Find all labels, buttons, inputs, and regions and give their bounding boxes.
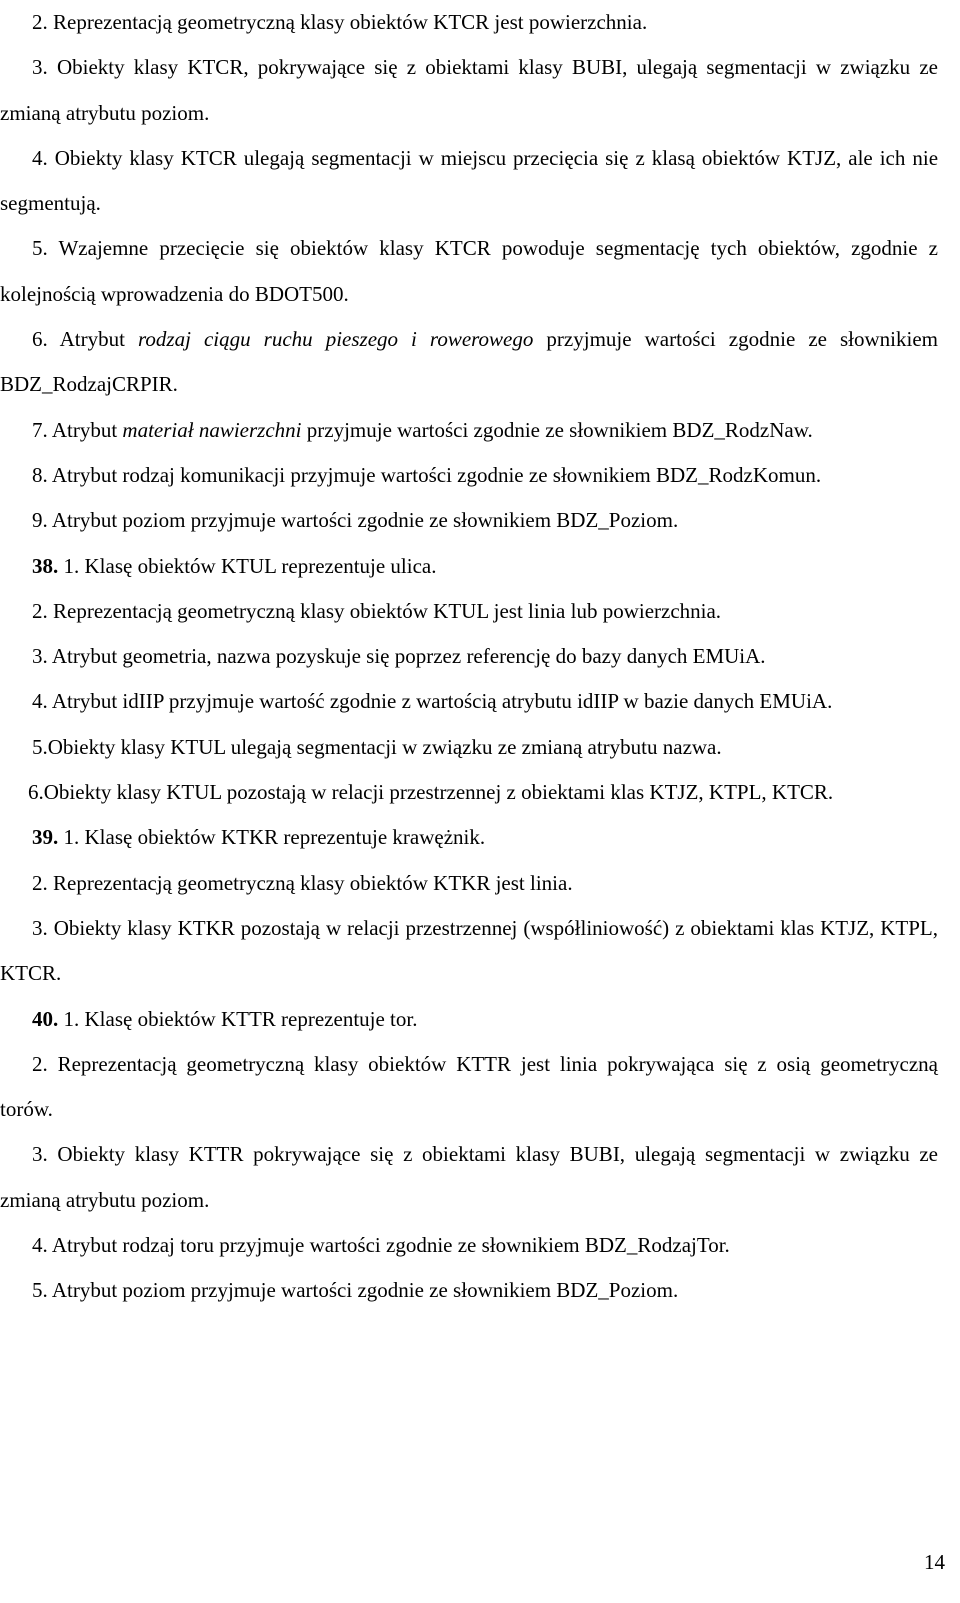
item-number: 2.	[32, 1051, 48, 1076]
paragraph-text: Wzajemne przecięcie się obiektów klasy KTCR powoduje segmentację tych obiektów, zgodnie z kolejnością wprowadzenia do BDOT500.	[0, 236, 938, 306]
paragraph	[0, 1132, 938, 1223]
paragraph	[0, 861, 938, 906]
paragraph	[0, 906, 938, 997]
attribute-name: rodzaj ciągu ruchu pieszego i rowerowego	[138, 327, 534, 352]
paragraph-text: Obiekty klasy KTCR ulegają segmentacji w miejscu przecięcia się z klasą obiektów KTJZ, ale ich nie segmentują.	[0, 145, 939, 216]
item-number: 4.	[32, 145, 48, 170]
item-number: 3.	[32, 55, 48, 80]
paragraph	[0, 634, 938, 679]
item-number: 6.	[28, 780, 44, 805]
paragraph	[0, 679, 938, 724]
item-number: 5.	[32, 236, 48, 261]
paragraph	[0, 136, 938, 227]
paragraph-text: Reprezentacją geometryczną klasy obiektów KTCR jest powierzchnia.	[53, 10, 648, 34]
paragraph-text: Atrybut	[51, 417, 123, 442]
paragraph-text: Atrybut rodzaj komunikacji przyjmuje wartości zgodnie ze słownikiem BDZ_RodzKomun.	[51, 462, 822, 487]
item-number: 3.	[32, 644, 48, 669]
paragraph	[0, 770, 938, 815]
paragraph	[0, 1042, 938, 1133]
section-number: 40.	[32, 1006, 59, 1031]
item-number: 1.	[63, 825, 80, 850]
paragraph	[0, 317, 938, 408]
paragraph-text: Reprezentacją geometryczną klasy obiektów KTKR jest linia.	[53, 870, 573, 895]
paragraph	[0, 0, 938, 45]
paragraph	[0, 498, 938, 543]
paragraph-text: Klasę obiektów KTUL reprezentuje ulica.	[84, 553, 437, 578]
paragraph	[0, 1268, 938, 1313]
paragraph-text: Obiekty klasy KTCR, pokrywające się z obiektami klasy BUBI, ulegają segmentacji w związku ze zmianą atrybutu poziom.	[0, 55, 939, 125]
paragraph-text: Obiekty klasy KTKR pozostają w relacji przestrzennej (współliniowość) z obiektami klas KTJZ, KTPL, KTCR.	[0, 915, 939, 986]
item-number: 1.	[63, 553, 80, 578]
item-number: 7.	[32, 417, 48, 442]
paragraph	[0, 1223, 938, 1268]
section-paragraph	[0, 997, 938, 1042]
paragraph-text: Atrybut idIIP przyjmuje wartość zgodnie z wartością atrybutu idIIP w bazie danych EMUiA.	[51, 689, 833, 714]
item-number: 6.	[32, 327, 48, 352]
paragraph	[0, 45, 938, 136]
page-number: 14	[924, 1550, 945, 1574]
item-number: 2.	[32, 598, 48, 623]
paragraph-text: Reprezentacją geometryczną klasy obiektów KTUL jest linia lub powierzchnia.	[53, 598, 722, 623]
paragraph-text: Atrybut poziom przyjmuje wartości zgodnie ze słownikiem BDZ_Poziom.	[51, 1278, 679, 1303]
paragraph-text: Obiekty klasy KTUL ulegają segmentacji w związku ze zmianą atrybutu nazwa.	[47, 734, 722, 759]
paragraph-text: Obiekty klasy KTTR pokrywające się z obiektami klasy BUBI, ulegają segmentacji w związku ze zmianą atrybutu poziom.	[0, 1142, 938, 1212]
item-number: 8.	[32, 462, 48, 487]
paragraph-text: przyjmuje wartości zgodnie ze słownikiem BDZ_RodzajCRPIR.	[0, 327, 938, 397]
item-number: 5.	[32, 734, 48, 759]
paragraph-text: Obiekty klasy KTUL pozostają w relacji przestrzennej z obiektami klas KTJZ, KTPL, KTCR.	[43, 780, 834, 805]
item-number: 5.	[32, 1278, 48, 1303]
item-number: 2.	[32, 10, 48, 34]
attribute-name: materiał nawierzchni	[122, 417, 302, 442]
paragraph-text: Atrybut rodzaj toru przyjmuje wartości zgodnie ze słownikiem BDZ_RodzajTor.	[51, 1233, 730, 1258]
section-number: 38.	[32, 553, 59, 578]
paragraph	[0, 226, 938, 317]
section-paragraph	[0, 544, 938, 589]
item-number: 1.	[63, 1006, 80, 1031]
paragraph-text: Atrybut	[59, 327, 139, 352]
item-number: 4.	[32, 689, 48, 714]
paragraph-text: Atrybut geometria, nazwa pozyskuje się poprzez referencję do bazy danych EMUiA.	[51, 644, 766, 669]
item-number: 9.	[32, 508, 48, 533]
paragraph-text: Atrybut poziom przyjmuje wartości zgodnie ze słownikiem BDZ_Poziom.	[51, 508, 679, 533]
paragraph-text: Klasę obiektów KTTR reprezentuje tor.	[84, 1006, 418, 1031]
paragraph	[0, 408, 938, 453]
section-paragraph	[0, 815, 938, 860]
item-number: 3.	[32, 915, 48, 940]
paragraph	[0, 725, 938, 770]
paragraph	[0, 453, 938, 498]
paragraph	[0, 589, 938, 634]
item-number: 3.	[32, 1142, 48, 1167]
section-number: 39.	[32, 825, 59, 850]
item-number: 2.	[32, 870, 48, 895]
paragraph-text: Klasę obiektów KTKR reprezentuje krawężnik.	[84, 825, 486, 850]
paragraph-text: Reprezentacją geometryczną klasy obiektów KTTR jest linia pokrywająca się z osią geometryczną torów.	[0, 1051, 939, 1122]
paragraph-text: przyjmuje wartości zgodnie ze słownikiem BDZ_RodzNaw.	[301, 417, 813, 442]
item-number: 4.	[32, 1233, 48, 1258]
